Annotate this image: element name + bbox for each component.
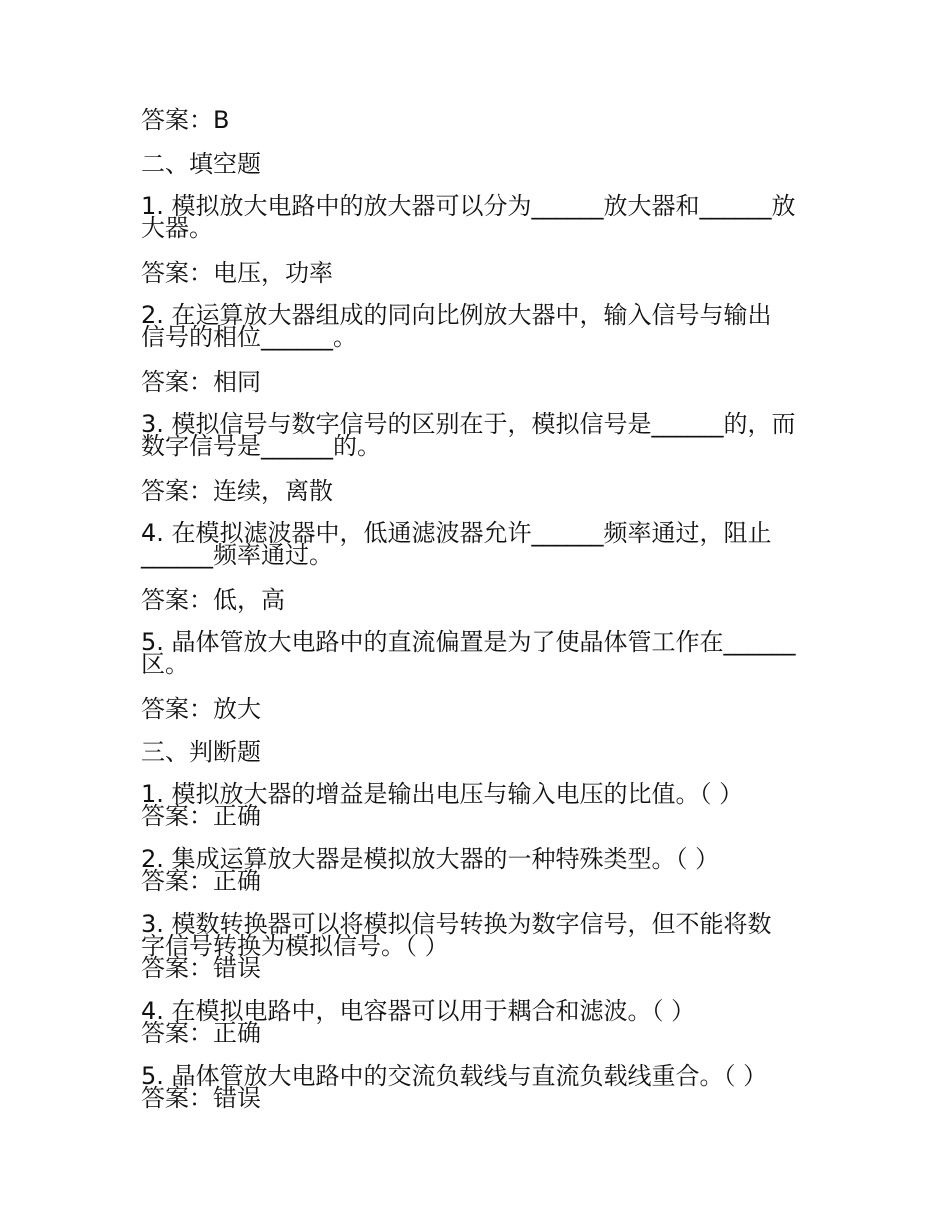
question-line: 5. 晶体管放大电路中的直流偏置是为了使晶体管工作在______ (141, 628, 796, 656)
question-line: 2. 集成运算放大器是模拟放大器的一种特殊类型。（ ） (141, 845, 720, 873)
section-heading: 二、填空题 (141, 150, 261, 178)
question-line: 5. 晶体管放大电路中的交流负载线与直流负载线重合。（ ） (141, 1062, 768, 1090)
question-line: 大器。 (141, 214, 213, 242)
question-line: ______频率通过。 (141, 541, 333, 569)
section-heading: 三、判断题 (141, 738, 261, 766)
answer-line: 答案：正确 (141, 1019, 261, 1047)
question-line: 数字信号是______的。 (141, 432, 381, 460)
question-line: 3. 模数转换器可以将模拟信号转换为数字信号，但不能将数 (141, 910, 772, 938)
answer-line: 答案：低，高 (141, 586, 285, 614)
question-line: 1. 模拟放大电路中的放大器可以分为______放大器和______放 (141, 192, 796, 220)
answer-line: 答案：连续，离散 (141, 477, 333, 505)
answer-line: 答案：正确 (141, 867, 261, 895)
answer-line: 答案：B (141, 106, 230, 134)
answer-line: 答案：相同 (141, 368, 261, 396)
question-line: 4. 在模拟电路中，电容器可以用于耦合和滤波。（ ） (141, 997, 696, 1025)
answer-line: 答案：错误 (141, 954, 261, 982)
answer-line: 答案：错误 (141, 1084, 261, 1112)
question-line: 区。 (141, 650, 189, 678)
question-line: 3. 模拟信号与数字信号的区别在于，模拟信号是______的，而 (141, 410, 796, 438)
question-line: 字信号转换为模拟信号。（ ） (141, 932, 449, 960)
question-line: 4. 在模拟滤波器中，低通滤波器允许______频率通过，阻止 (141, 519, 772, 547)
question-line: 2. 在运算放大器组成的同向比例放大器中，输入信号与输出 (141, 301, 772, 329)
answer-line: 答案：正确 (141, 802, 261, 830)
answer-line: 答案：放大 (141, 695, 261, 723)
answer-line: 答案：电压，功率 (141, 259, 333, 287)
question-line: 1. 模拟放大器的增益是输出电压与输入电压的比值。（ ） (141, 780, 744, 808)
question-line: 信号的相位______。 (141, 323, 357, 351)
